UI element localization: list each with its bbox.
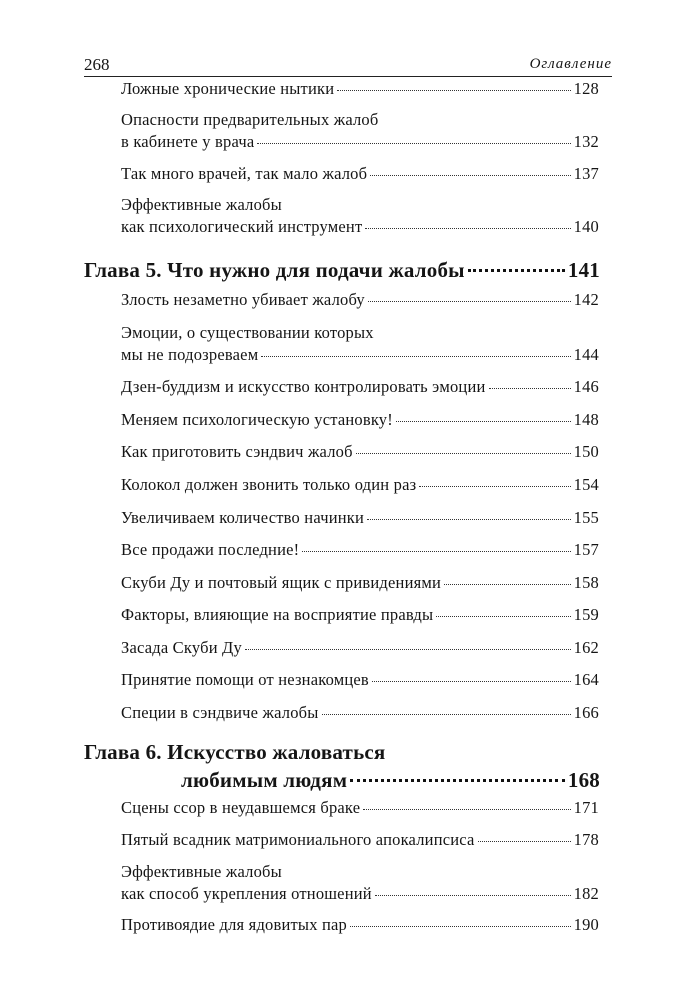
entry-page: 132 [573,132,599,151]
leader-dots [337,90,570,91]
entry-title: Меняем психологическую установку! [121,410,393,429]
entry-title: Засада Скуби Ду [121,638,242,657]
toc-entry [121,669,599,691]
entry-title: Эффективные жалобы [121,862,282,881]
entry-title: Эффективные жалобы [121,195,282,214]
entry-page: 148 [573,410,599,429]
leader-dots [370,175,570,176]
entry-title: Увеличиваем количество начинки [121,508,365,527]
entry-page: 155 [573,508,599,527]
entry-page: 190 [573,915,599,934]
chapter-5-heading [84,256,600,284]
entry-page: 142 [573,290,599,309]
toc-entry [121,702,599,724]
entry-page: 162 [573,638,599,657]
chapter-title: Глава 5. Что нужно для подачи жалобы [84,258,465,282]
entry-title: Колокол должен звонить только один раз [121,475,417,494]
header-rule [84,76,612,77]
entry-title: Злость незаметно убивает жалобу [121,290,365,309]
toc-entry [121,409,599,431]
chapter-page: 168 [567,768,600,792]
entry-page: 171 [573,798,599,817]
page-number: 268 [84,55,110,74]
entry-page: 158 [573,573,599,592]
entry-title: Все продажи последние! [121,540,300,559]
running-title: Оглавление [529,56,612,72]
toc-entry [121,507,599,529]
toc-entry [121,572,599,594]
leader-dots [419,486,570,487]
leader-dots [436,616,570,617]
entry-title: Пятый всадник матримониального апокалипсиса [121,830,475,849]
leader-dots [356,453,571,454]
entry-page: 182 [573,884,599,903]
chapter-title-continued: любимым людям [181,768,348,792]
leader-dots [367,519,571,520]
entry-title: Эмоции, о существовании которых [121,323,374,342]
toc-entry [121,376,599,398]
entry-title: Ложные хронические нытики [121,79,335,98]
toc-entry [121,322,599,366]
leader-dots [372,681,571,682]
toc-entry [121,194,599,238]
entry-page: 150 [573,442,599,461]
entry-title: Как приготовить сэндвич жалоб [121,442,353,461]
entry-page: 140 [573,217,599,236]
leader-dots [444,584,571,585]
toc-entry [121,441,599,463]
toc-entry [121,797,599,819]
entry-title-continued: в кабинете у врача [121,132,255,151]
entry-page: 166 [573,703,599,722]
toc-entry [121,163,599,185]
toc-entry [121,829,599,851]
entry-title: Факторы, влияющие на восприятие правды [121,605,434,624]
entry-page: 164 [573,670,599,689]
entry-page: 159 [573,605,599,624]
entry-title: Так много врачей, так мало жалоб [121,164,368,183]
entry-title: Специи в сэндвиче жалобы [121,703,319,722]
toc-entry [121,474,599,496]
entry-page: 128 [573,79,599,98]
leader-dots [257,143,570,144]
page-header [84,52,612,76]
toc-entry [121,109,599,153]
entry-title: Сцены ссор в неудавшемся браке [121,798,361,817]
entry-title-continued: мы не подозреваем [121,345,259,364]
leader-dots [375,895,571,896]
entry-title: Принятие помощи от незнакомцев [121,670,369,689]
leader-dots [478,841,571,842]
toc-entry [121,861,599,905]
leader-dots [365,228,570,229]
toc-entry [121,914,599,936]
entry-page: 157 [573,540,599,559]
leader-dots [245,649,571,650]
toc-entry [121,539,599,561]
chapter-title: Глава 6. Искусство жаловаться [84,740,386,764]
toc-entry [121,637,599,659]
leader-dots [322,714,571,715]
leader-dots [468,269,565,272]
leader-dots [302,551,570,552]
entry-title-continued: как способ укрепления отношений [121,884,372,903]
entry-title: Опасности предварительных жалоб [121,110,379,129]
chapter-6-heading [84,738,600,794]
leader-dots [368,301,571,302]
leader-dots [350,926,571,927]
entry-title: Противоядие для ядовитых пар [121,915,347,934]
leader-dots [363,809,570,810]
toc-entry [121,78,599,100]
chapter-page: 141 [567,258,600,282]
leader-dots [489,388,571,389]
entry-title: Скуби Ду и почтовый ящик с привидениями [121,573,442,592]
entry-title-continued: как психологический инструмент [121,217,363,236]
entry-page: 146 [573,377,599,396]
entry-title: Дзен-буддизм и искусство контролировать эмоции [121,377,486,396]
entry-page: 154 [573,475,599,494]
leader-dots [261,356,570,357]
leader-dots [350,779,565,782]
entry-page: 144 [573,345,599,364]
entry-page: 178 [573,830,599,849]
entry-page: 137 [573,164,599,183]
toc-entry [121,604,599,626]
toc-entry [121,289,599,311]
leader-dots [396,421,571,422]
